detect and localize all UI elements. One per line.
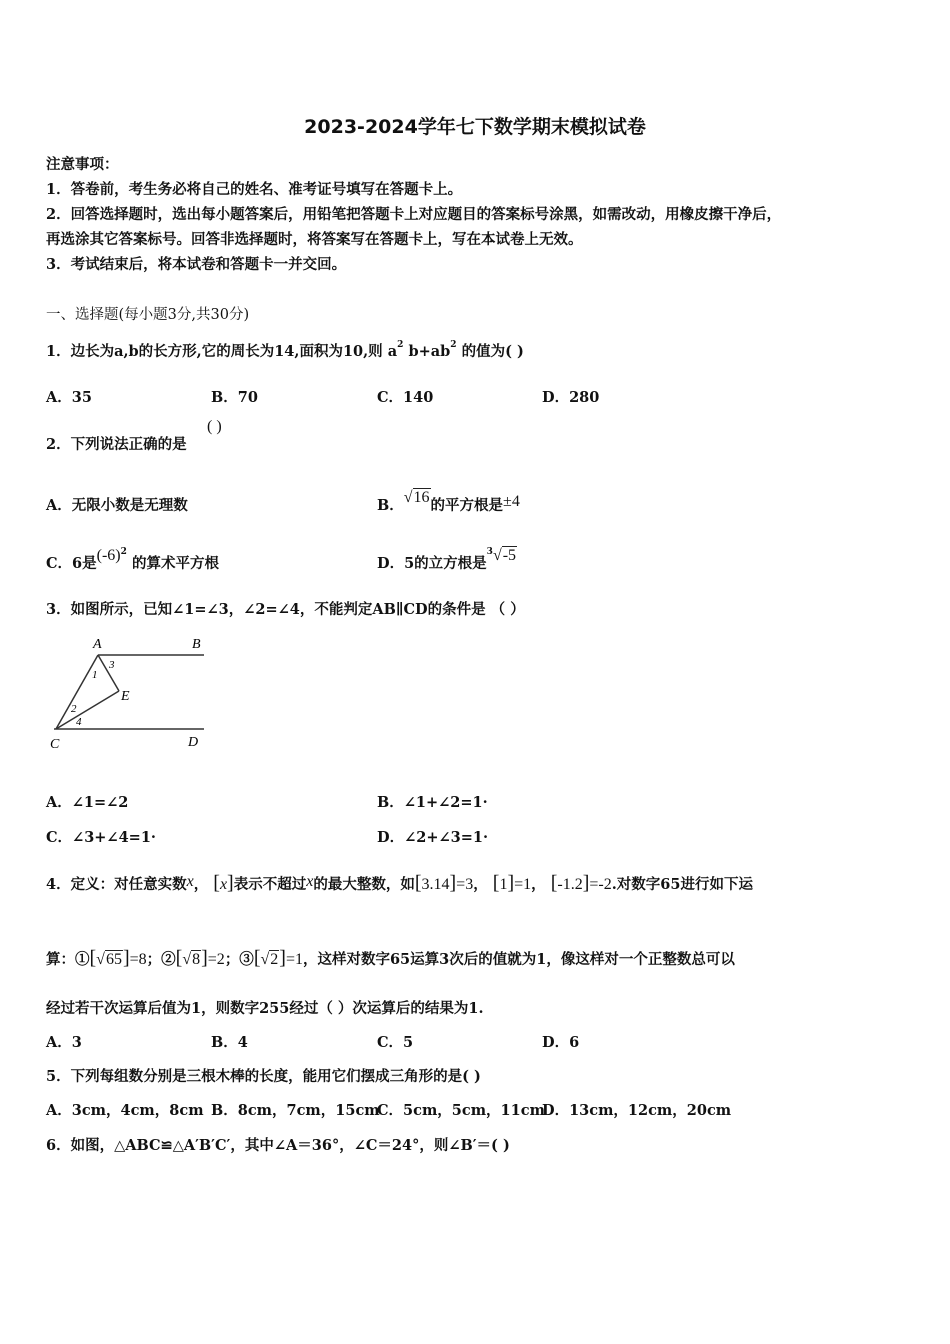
option-c: C．6是$(-6)^2$ 的算术平方根 (46, 547, 219, 572)
option-d: D．5的立方根是$^3$√-5 (377, 547, 517, 572)
option-b: B．∠1+∠2=1· (377, 794, 488, 811)
angle-1: 1 (92, 669, 98, 681)
option-d: D．∠2+∠3=1· (377, 829, 488, 846)
notice-line: 2．回答选择题时，选出每小题答案后，用铅笔把答题卡上对应题目的答案标号涂黑，如需改动，用橡皮擦干净后， (46, 206, 782, 223)
question-4-line-3: 经过若干次运算后值为1，则数字255经过（ ）次运算后的结果为1. (46, 1000, 484, 1017)
question-6-stem: 6．如图，△ABC≌△A′B′C′，其中∠A＝36°，∠C＝24°，则∠B′＝( ) (46, 1137, 510, 1154)
option-c: C．5 (377, 1034, 414, 1051)
section-heading: 一、选择题(每小题3分,共30分) (46, 307, 250, 323)
option-b: B．4 (211, 1034, 248, 1051)
option-a: A．3 (46, 1034, 82, 1051)
angle-4: 4 (76, 716, 82, 728)
angle-2: 2 (71, 703, 77, 715)
question-5-stem: 5．下列每组数分别是三根木棒的长度，能用它们摆成三角形的是( ) (46, 1068, 481, 1085)
question-2-stem: 2．下列说法正确的是 (46, 436, 187, 453)
option-c: C．∠3+∠4=1· (46, 829, 156, 846)
notice-line: 再选涂其它答案标号。回答非选择题时，将答案写在答题卡上，写在本试卷上无效。 (46, 231, 583, 248)
notice-line: 3．考试结束后，将本试卷和答题卡一并交回。 (46, 256, 347, 273)
option-d: D．13cm，12cm，20cm (542, 1102, 732, 1119)
geometry-figure (46, 632, 211, 754)
answer-paren: ( ) (207, 418, 222, 435)
option-a: A．35 (46, 389, 92, 406)
label-d: D (188, 735, 199, 750)
label-a: A (93, 637, 102, 652)
option-a: A．3cm，4cm，8cm (46, 1102, 204, 1119)
page-title: 2023-2024学年七下数学期末模拟试卷 (304, 116, 646, 138)
question-4-line-1: 4．定义：对任意实数x， [x]表示不超过x的最大整数，如[3.14]=3， [1]=1， [-1.2]=-2.对数字65进行如下运 (46, 872, 753, 894)
label-c: C (50, 737, 60, 752)
option-a: A．无限小数是无理数 (46, 497, 188, 514)
option-b: B．70 (211, 389, 258, 406)
notice-line: 1．答卷前，考生务必将自己的姓名、准考证号填写在答题卡上。 (46, 181, 463, 198)
option-d: D．280 (542, 389, 600, 406)
option-b: B．8cm，7cm，15cm (211, 1102, 380, 1119)
option-d: D．6 (542, 1034, 580, 1051)
notice-heading: 注意事项： (46, 156, 119, 173)
question-3-stem: 3．如图所示，已知∠1=∠3，∠2=∠4，不能判定AB∥CD的条件是 （ ） (46, 601, 525, 618)
question-4-line-2: 算：①[√65]=8；②[√8]=2；③[√2]=1，这样对数字65运算3次后的值就为1，像这样对一个正整数总可以 (46, 947, 735, 969)
option-b: B．√16的平方根是±4 (377, 489, 520, 514)
option-a: A．∠1=∠2 (46, 794, 129, 811)
label-e: E (121, 689, 130, 704)
option-c: C．140 (377, 389, 434, 406)
option-c: C．5cm，5cm，11cm (377, 1102, 545, 1119)
question-1-stem: 1．边长为a,b的长方形,它的周长为14,面积为10,则 $a^2$ $b+ab^2$ 的值为( ) (46, 340, 524, 360)
label-b: B (192, 637, 201, 652)
angle-3: 3 (109, 659, 115, 671)
